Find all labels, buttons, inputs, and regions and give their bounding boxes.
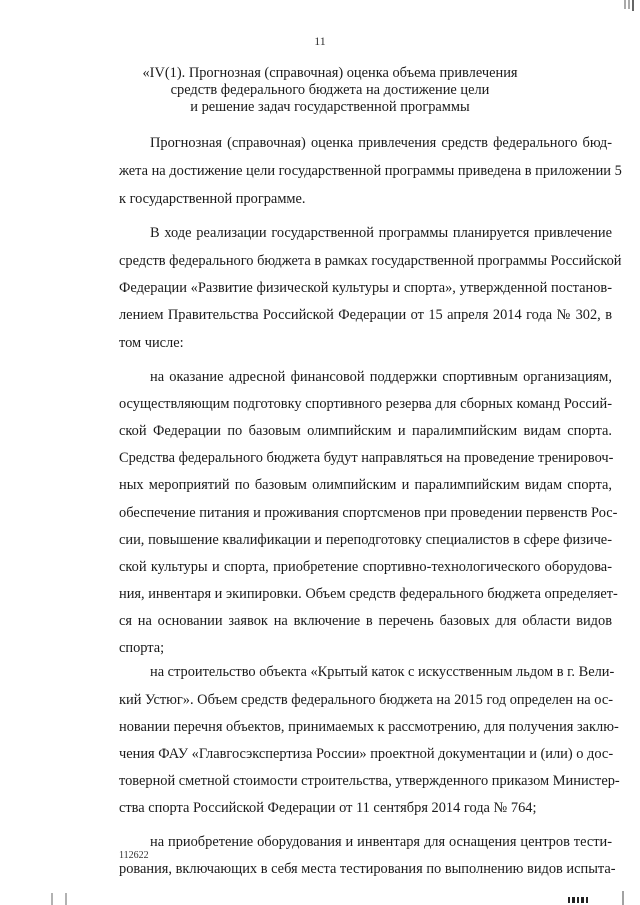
body-line: лением Правительства Российской Федерации от 15 апреля 2014 года № 302, в: [119, 307, 612, 323]
section-title-line: и решение задач государственной программы: [190, 99, 470, 115]
body-line: сии, повышение квалификации и переподготовку специалистов в сфере физиче-: [119, 532, 612, 548]
body-line: том числе:: [119, 335, 184, 351]
body-line: средств федерального бюджета в рамках государственной программы Российской: [119, 253, 622, 269]
body-line: рования, включающих в себя места тестирования по выполнению видов испыта-: [119, 861, 616, 877]
page-number: 11: [314, 34, 326, 48]
body-line: чения ФАУ «Главгосэкспертиза России» проектной документации и (или) о дос-: [119, 746, 614, 762]
body-line: ся на основании заявок на включение в перечень базовых для области видов: [119, 613, 612, 629]
body-line: Прогнозная (справочная) оценка привлечения средств федерального бюд-: [150, 135, 612, 151]
body-line: Средства федерального бюджета будут направляться на проведение тренировоч-: [119, 450, 614, 466]
body-line: ства спорта Российской Федерации от 11 сентября 2014 года № 764;: [119, 800, 537, 816]
body-line: на строительство объекта «Крытый каток с искусственным льдом в г. Вели-: [150, 664, 615, 680]
body-line: ния, инвентаря и экипировки. Объем средств федерального бюджета определяет-: [119, 586, 618, 602]
body-line: В ходе реализации государственной программы планируется привлечение: [150, 225, 612, 241]
body-line: ской Федерации по базовым олимпийским и паралимпийским видам спорта.: [119, 423, 612, 439]
body-line: новании перечня объектов, принимаемых к рассмотрению, для получения заклю-: [119, 719, 619, 735]
scan-footer-marks: [0, 875, 640, 905]
body-line: осуществляющим подготовку спортивного резерва для сборных команд Россий-: [119, 396, 612, 412]
section-title-line: средств федерального бюджета на достижение цели: [170, 82, 490, 98]
body-line: кий Устюг». Объем средств федерального бюджета на 2015 год определен на ос-: [119, 692, 613, 708]
section-title-line: «IV(1). Прогнозная (справочная) оценка объема привлечения: [142, 65, 518, 81]
scan-header-marks: [0, 0, 640, 20]
body-line: ской культуры и спорта, приобретение спортивно-технологического оборудова-: [119, 559, 612, 575]
section-title: [120, 65, 540, 116]
body-line: к государственной программе.: [119, 191, 306, 207]
body-line: товерной сметной стоимости строительства, утвержденного приказом Министер-: [119, 773, 620, 789]
body-line: на приобретение оборудования и инвентаря для оснащения центров тести-: [150, 834, 612, 850]
document-code: 112622: [119, 850, 149, 861]
body-line: спорта;: [119, 640, 165, 656]
body-line: жета на достижение цели государственной программы приведена в приложении 5: [119, 163, 622, 179]
body-line: ных мероприятий по базовым олимпийским и паралимпийским видам спорта,: [119, 477, 612, 493]
body-line: обеспечение питания и проживания спортсменов при проведении первенств Рос-: [119, 505, 618, 521]
body-line: на оказание адресной финансовой поддержки спортивным организациям,: [150, 369, 612, 385]
body-line: Федерации «Развитие физической культуры и спорта», утвержденной постанов-: [119, 280, 612, 296]
